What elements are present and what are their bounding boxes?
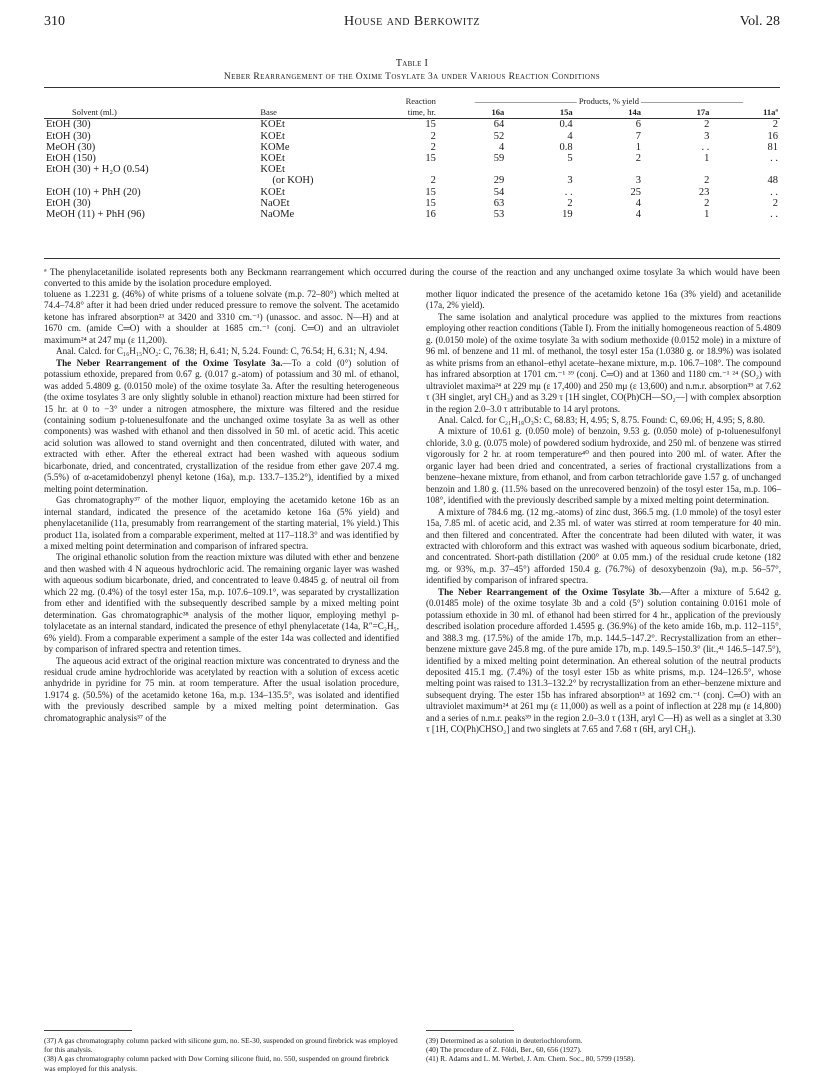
table-cell-p15a: 0.4: [559, 119, 573, 131]
footnote: (39) Determined as a solution in deuteriochloroform.: [426, 1036, 583, 1045]
table-cell-p11a: 48: [767, 175, 778, 187]
table-header-row-1: [44, 96, 780, 107]
table-cell-p14a: 7: [635, 130, 642, 142]
table-cell-base: KOEt: [260, 130, 285, 142]
paragraph: A mixture of 10.61 g. (0.050 mole) of benzoin, 9.53 g. (0.050 mole) of p-toluenesulfonyl chloride, 3.0 g. (0.075 mole) of powdered sodium hydroxide, and 250 ml. of benzene was stirred vigorously for 2 hr. at room temperature⁴⁰ and then poured into 200 ml. of water. After the organic layer had been dried and concentrated, a series of fractional crystallizations from a benzene–hexane mixture, from ethanol, and from carbon tetrachloride gave 1.57 g. of unchanged benzoin and 1.80 g. (11.5% based on the unrecovered benzoin) of the tosyl ester 15a, m.p. 106–108°, identified with the previously described sample by a mixed melting point determination.: [426, 426, 781, 506]
table-cell-time: 15: [425, 186, 436, 198]
table-row: [44, 198, 780, 209]
table-cell-time: 15: [425, 119, 436, 131]
table-cell-p11a: [711, 164, 780, 175]
footnote: (41) R. Adams and L. M. Werbel, J. Am. Chem. Soc., 80, 5799 (1958).: [426, 1054, 636, 1064]
table-cell-p17a: 3: [704, 130, 710, 142]
table-row: [44, 131, 780, 142]
footnote: (38) A gas chromatography column packed with Dow Corning silicone fluid, no. 550, suspended on ground firebrick was employed for this analysis.: [44, 1054, 390, 1073]
left-column: [44, 289, 399, 724]
table-cell-time: 2: [430, 130, 436, 142]
table-cell-p16a: 52: [493, 130, 505, 142]
table-cell-p14a: 25: [630, 186, 642, 198]
table-bottom-rule: [44, 258, 780, 259]
table-cell-p14a: 4: [635, 197, 642, 209]
table-row: [44, 142, 780, 153]
table-cell-p15a: 4: [567, 130, 573, 142]
paragraph: The same isolation and analytical procedure was applied to the mixtures from reactions employing other reaction conditions (Table I). From the initially homogeneous reaction of 5.4809 g. (0.0150 mole) of the oxime tosylate 3a with sodium methoxide (0.0152 mole) in a mixture of 96 ml. of benzene and 11 ml. of methanol, the tosyl ester 15a (1.0380 g. or 18.9%) was isolated as white prisms from an ethanol–ethyl acetate–hexane mixture, m.p. 106.7–108°. The compound has infrared absorption at 1701 cm.⁻¹ ³⁹ (conj. C═O) and at 1360 and 1180 cm.⁻¹ ²⁴ (SO₂) with ultraviolet maxima²⁴ at 229 mμ (ε 17,400) and 250 mμ (ε 13,600) and n.m.r. absorption³⁹ at 7.62 τ (3H singlet, aryl CH₃) and as 3.29 τ [1H singlet, CO(Ph)CH—SO₂—] with complex absorption in the region 2.0–3.0 τ attributable to 14 aryl protons.: [426, 311, 781, 414]
products-header: ———————————— Products, % yield ————————————: [474, 96, 744, 106]
table-cell-base: KOEt: [260, 186, 285, 198]
table-cell-p11a: 2: [772, 119, 778, 131]
table-cell-p14a: 2: [635, 153, 642, 165]
table-cell-p16a: [438, 164, 506, 175]
table-caption: Table I: [395, 58, 429, 69]
table-cell-p17a: 2: [704, 175, 710, 187]
table-row: [44, 209, 780, 220]
paragraph: Anal. Calcd. for C₁₆H₁₅NO₂: C, 76.38; H, 6.41; N, 5.24. Found: C, 76.54; H, 6.31; N, 4.94.: [56, 346, 388, 357]
right-column: [426, 289, 781, 736]
table-cell-p16a: 64: [493, 119, 505, 131]
table-cell-p15a: 19: [562, 209, 573, 221]
table-cell-p17a: 2: [704, 197, 710, 209]
table-cell-p17a: 1: [704, 209, 710, 221]
table-cell-base: NaOEt: [260, 197, 290, 209]
page-number: 310: [44, 14, 65, 29]
table-cell-p15a: 3: [567, 175, 573, 187]
footnote: (40) The procedure of Z. Földi, Ber., 60, 656 (1927).: [426, 1045, 582, 1055]
table-cell-solvent: EtOH (30): [46, 197, 91, 209]
table-cell-base: KOEt: [260, 164, 285, 176]
col-11a-header: 11aª: [763, 107, 778, 118]
col-time-header-2: time, hr.: [407, 107, 436, 118]
table-header-row-2: [44, 107, 780, 119]
table-cell-base: KOEt: [260, 119, 285, 131]
running-authors: House and Berkowitz: [344, 14, 480, 29]
table-cell-p14a: 4: [635, 209, 642, 221]
paragraph: Anal. Calcd. for C₂₁H₁₈O₃S: C, 68.83; H, 4.95; S, 8.75. Found: C, 69.06; H, 4.95; S, 8.80.: [438, 414, 766, 425]
table-cell-p17a: 1: [704, 153, 710, 165]
table-cell-p11a: . .: [770, 153, 778, 165]
table-cell-p14a: 1: [635, 141, 642, 153]
table-cell-solvent: EtOH (30): [46, 130, 91, 142]
col-16a-header: 16a: [491, 107, 505, 118]
table-cell-p17a: [643, 164, 711, 175]
table-cell-p16a: 59: [493, 153, 505, 165]
paragraph: toluene as 1.2231 g. (46%) of white prisms of a toluene solvate (m.p. 72–80°) which melted at 74.4–74.8° after it had been dried under reduced pressure to remove the solvent. The acetamido ketone has infrared absorption²³ at 3420 and 3310 cm.⁻¹) (unassoc. and assoc. N—H) and at 1670 cm. (amide C═O) with a shoulder at 1685 cm.⁻¹ (conj. C═O) and an ultraviolet maximum²⁴ at 247 mμ (ε 11,200).: [44, 289, 399, 345]
table-cell-p15a: . .: [564, 186, 573, 198]
table-row: [44, 119, 780, 131]
table-top-rule: [44, 87, 780, 88]
table-cell-base: (or KOH): [272, 175, 314, 187]
table-cell-p16a: 54: [493, 186, 505, 198]
table-cell-p11a: 2: [772, 197, 778, 209]
table-cell-p16a: 29: [493, 175, 505, 187]
table-cell-solvent: EtOH (30): [46, 119, 91, 131]
reaction-table: [44, 96, 780, 220]
volume-label: Vol. 28: [739, 14, 780, 29]
table-cell-p15a: 5: [567, 153, 573, 165]
table-footnote: ª The phenylacetanilide isolated represents both any Beckmann rearrangement which occurred during the course of the reaction and any unchanged oxime tosylate 3a which would have been converted to this amide by the isolation procedure employed.: [44, 268, 780, 290]
col-17a-header: 17a: [696, 107, 710, 118]
footnote: (37) A gas chromatography column packed with silicone gum, no. SE-30, suspended on ground firebrick was employed for this analysis.: [44, 1036, 398, 1055]
paragraph: Gas chromatography³⁷ of the mother liquor, employing the acetamido ketone 16b as an internal standard, indicated the presence of the acetamido ketone 16a (5% yield) and phenylacetanilide (11a, presumably from rearrangement of the starting material, 1% yield.) This product 11a, isolated from a comparable experiment, melted at 117–118.3° and was identified by a mixed melting point determination and comparison of infrared spectra.: [44, 495, 399, 551]
table-title: Neber Rearrangement of the Oxime Tosylate 3a under Various Reaction Conditions: [223, 72, 601, 82]
col-solvent-header: Solvent (ml.): [72, 107, 117, 118]
col-14a-header: 14a: [628, 107, 642, 118]
table-cell-p14a: 6: [635, 119, 642, 131]
table-cell-time: 2: [430, 141, 436, 153]
footnote-rule-left: [44, 1030, 132, 1031]
table-cell-p14a: [575, 164, 643, 175]
paragraph: The Neber Rearrangement of the Oxime Tosylate 3a.—To a cold (0°) solution of potassium ethoxide, prepared from 0.67 g. (0.017 g.-atom) of potassium and 30 ml. of ethanol, was added 5.4809 g. (0.0150 mole) of the oxime tosylate 3a. After the resulting heterogeneous (the oxime tosylates 3 are only slightly soluble in ethanol) reaction mixture had been stirred for 15 hr. at 0 to −3° under a nitrogen atmosphere, the mixture was filtered and the residue (containing sodium p-toluenesulfonate and the unchanged oxime tosylate 3a as well as other components) was washed with ethanol and then dissolved in 50 ml. of acetic acid. This acetic acid solution was allowed to stand overnight and then concentrated, diluted with water, and extracted with ether. After the ethereal extract had been washed with aqueous sodium bicarbonate, dried, and concentrated, crystallization of the residue from ether gave 207.4 mg. (5.5%) of α-acetamidobenzyl phenyl ketone (16a), m.p. 133.7–135.2°), identified by a mixed melting point determination.: [44, 357, 399, 494]
table-cell-p16a: 53: [493, 209, 505, 221]
col-time-header-1: Reaction: [405, 96, 436, 106]
paragraph: The original ethanolic solution from the reaction mixture was diluted with ether and benzene and then washed with 4 N aqueous hydrochloric acid. The remaining organic layer was washed with aqueous sodium bicarbonate, dried, and concentrated to leave 0.4845 g. of neutral oil from which 22 mg. (0.4%) of the tosyl ester 15a, m.p. 107.6–109.1°, was separated by crystallization from ether and identified with the subsequently described sample by a mixed melting point determination. Gas chromatographic³⁸ analysis of the mother liquor, employing methyl p-tolylacetate as an internal standard, indicated the presence of ethyl phenylacetate (14a, R″=C₂H₅, 6% yield). From a comparable experiment a sample of the ester 14a was collected and identified by comparison of infrared spectra and retention times.: [44, 552, 399, 655]
table-cell-p15a: 2: [567, 197, 573, 209]
col-15a-header: 15a: [559, 107, 573, 118]
table-cell-solvent: EtOH (30) + H₂O (0.54): [46, 164, 149, 176]
paragraph: The Neber Rearrangement of the Oxime Tosylate 3b.—After a mixture of 5.642 g. (0.01485 mole) of the oxime tosylate 3b and a cold (5°) solution containing 0.0161 mole of potassium ethoxide in 30 ml. of ethanol had been stirred for 4 hr., application of the previously described isolation procedure afforded 1.4595 g. (36.9%) of the keto amide 16b, m.p. 112–115°, and 388.3 mg. (17.5%) of the amide 17b, m.p. 144.5–147.2°. Recrystallization from an ether–benzene mixture gave 245.8 mg. of the pure amide 17b, m.p. 149.5–150.3° (lit.,⁴¹ 146.5–147.5°), identified by a mixed melting point determination. An ethereal solution of the neutral products deposited 415.1 mg. (7.4%) of the tosyl ester 15b as white prisms, m.p. 124–126.5°, whose melting point was raised to 131.3–132.2° by recrystallization from an ether–benzene mixture and subsequent drying. The ester 15b has infrared absorption¹³ at 1692 cm.⁻¹ (conj. C═O) with an ultraviolet maximum²⁴ at 261 mμ (ε 11,000) as well as a point of inflection at 228 mμ (ε 14,800) and a series of n.m.r. peaks³⁹ in the region 2.0–3.0 τ (13H, aryl C—H) as well as a singlet at 3.30 τ [1H, CO(Ph)CHSO₂] and two singlets at 7.65 and 7.68 τ (6H, aryl CH₃).: [426, 586, 782, 735]
table-cell-base: KOMe: [260, 141, 290, 153]
table-cell-p15a: 0.8: [559, 141, 573, 153]
paragraph: The aqueous acid extract of the original reaction mixture was concentrated to dryness and the residual crude amine hydrochloride was acetylated by reaction with a solution of excess acetic anhydride in pyridine for 75 min. at room temperature. After the usual isolation procedure, 1.9174 g. (50.5%) of the acetamido ketone 16a, m.p. 134–135.5°, was isolated and identified with the previously described sample by a mixed melting point determination. Gas chromatographic analysis³⁷ of the: [44, 655, 399, 723]
table-cell-time: 15: [425, 153, 436, 165]
table-cell-solvent: [44, 175, 258, 186]
table-cell-p16a: 63: [493, 197, 505, 209]
footnote-rule-right: [426, 1030, 514, 1031]
footnotes-right: [426, 1036, 781, 1064]
table-cell-time: 2: [430, 175, 436, 187]
col-base-header: Base: [260, 107, 277, 118]
table-row: [44, 175, 780, 186]
table-row: [44, 153, 780, 164]
table-cell-p14a: 3: [635, 175, 642, 187]
table-row: [44, 187, 780, 198]
table-cell-base: NaOMe: [260, 209, 295, 221]
footnotes-left: [44, 1036, 399, 1073]
section-heading: The Neber Rearrangement of the Oxime Tosylate 3a.: [56, 357, 283, 368]
table-cell-p17a: 23: [698, 186, 710, 198]
paragraph: mother liquor indicated the presence of the acetamido ketone 16a (3% yield) and acetanilide (17a, 2% yield).: [426, 289, 781, 311]
table-row: [44, 164, 780, 175]
running-head: [44, 14, 780, 32]
table-cell-time: 15: [425, 197, 436, 209]
section-heading: The Neber Rearrangement of the Oxime Tosylate 3b.: [438, 586, 662, 597]
table-cell-time: 16: [425, 209, 436, 221]
table-cell-p17a: 2: [704, 119, 710, 131]
table-cell-p17a: . .: [701, 141, 710, 153]
table-cell-p16a: 4: [498, 141, 505, 153]
table-cell-p11a: . .: [770, 209, 778, 221]
table-cell-time: [377, 164, 438, 175]
table-cell-solvent: EtOH (150): [46, 153, 96, 165]
paragraph: A mixture of 784.6 mg. (12 mg.-atoms) of zinc dust, 366.5 mg. (1.0 mmole) of the tosyl ester 15a, 7.85 ml. of acetic acid, and 2.35 ml. of water was stirred at room temperature for 40 min. and then filtered and concentrated. After the concentrate had been diluted with water, it was extracted with chloroform and this extract was washed with aqueous sodium bicarbonate, dried, and concentrated. Short-path distillation (200° at 0.05 mm.) of the residual crude ketone (182 mg. or 93%, m.p. 37–45°) afforded 150.4 g. (76.7%) of desoxybenzoin (9a), m.p. 56–57°, identified by comparison of infrared spectra.: [426, 506, 781, 586]
table-cell-base: KOEt: [260, 153, 285, 165]
table-cell-p15a: [506, 164, 574, 175]
table-cell-p11a: 81: [767, 141, 778, 153]
table-cell-p11a: 16: [767, 130, 778, 142]
table-cell-solvent: MeOH (30): [46, 141, 96, 153]
table-cell-p11a: . .: [770, 186, 778, 198]
table-cell-solvent: EtOH (10) + PhH (20): [46, 186, 141, 198]
table-cell-solvent: MeOH (11) + PhH (96): [46, 209, 145, 221]
